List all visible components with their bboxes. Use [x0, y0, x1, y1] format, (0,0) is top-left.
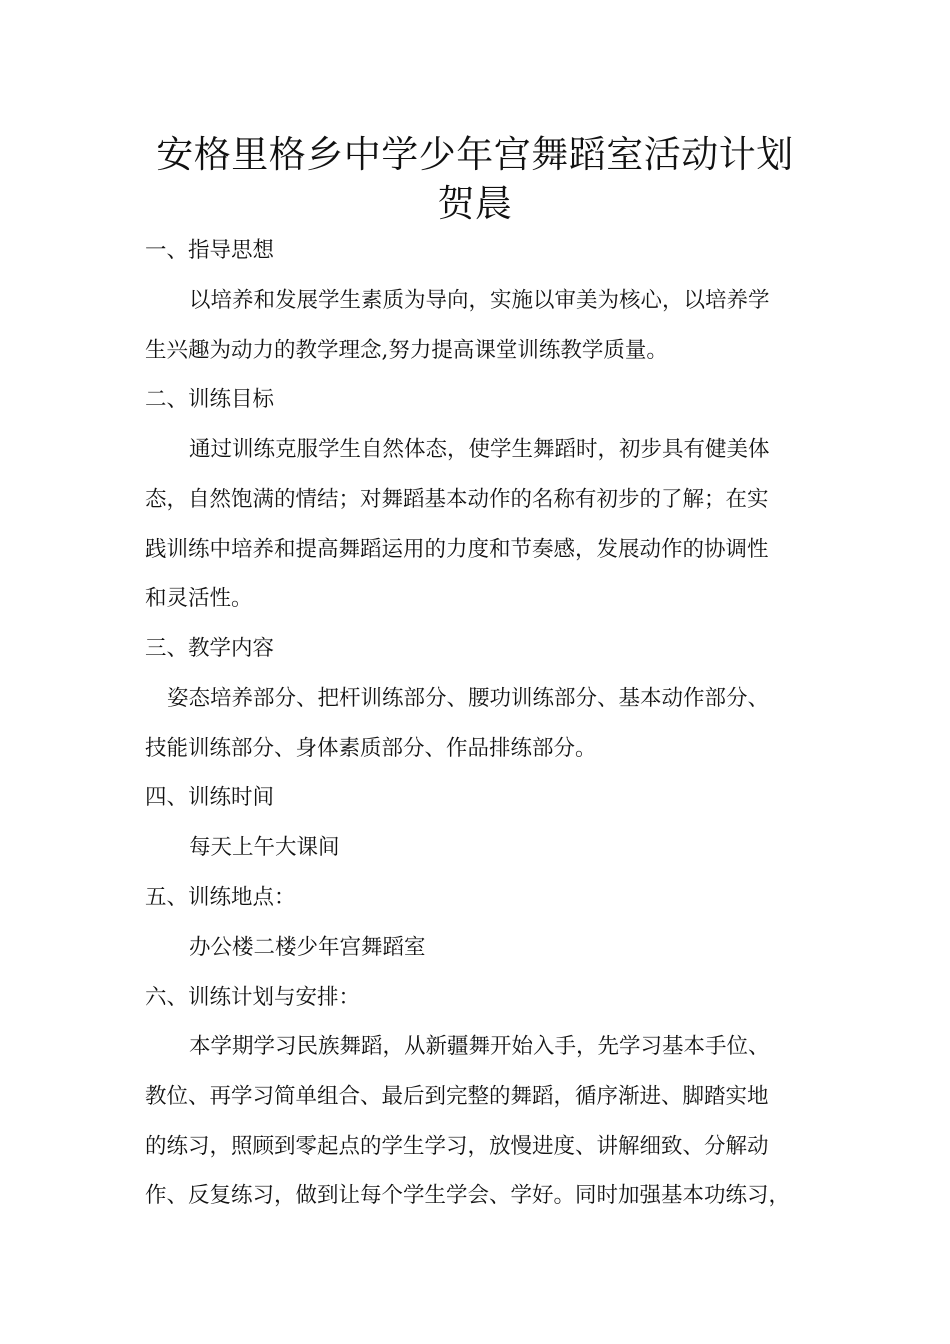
paragraph-line: 作、反复练习，做到让每个学生学会、学好。同时加强基本功练习， [145, 1183, 791, 1208]
paragraph-line: 姿态培养部分、把杆训练部分、腰功训练部分、基本动作部分、 [167, 686, 770, 711]
paragraph-line: 以培养和发展学生素质为导向，实施以审美为核心，以培养学 [189, 288, 770, 313]
section-heading-guiding-ideology: 一、指导思想 [145, 238, 275, 263]
paragraph-line: 技能训练部分、身体素质部分、作品排练部分。 [145, 736, 597, 761]
section-heading-training-time: 四、训练时间 [145, 785, 275, 810]
document-author: 贺晨 [437, 182, 513, 225]
paragraph-line: 本学期学习民族舞蹈，从新疆舞开始入手，先学习基本手位、 [189, 1034, 770, 1059]
paragraph-line: 每天上午大课间 [189, 835, 340, 860]
paragraph-line: 态，自然饱满的情结；对舞蹈基本动作的名称有初步的了解；在实 [145, 487, 769, 512]
section-heading-training-location: 五、训练地点： [145, 885, 296, 910]
section-heading-teaching-content: 三、教学内容 [145, 636, 275, 661]
section-heading-training-goals: 二、训练目标 [145, 387, 275, 412]
paragraph-line: 的练习，照顾到零起点的学生学习，放慢进度、讲解细致、分解动 [145, 1134, 769, 1159]
paragraph-line: 教位、再学习简单组合、最后到完整的舞蹈，循序渐进、脚踏实地 [145, 1084, 769, 1109]
document-title: 安格里格乡中学少年宫舞蹈室活动计划 [156, 133, 794, 176]
paragraph-line: 办公楼二楼少年宫舞蹈室 [189, 935, 426, 960]
section-heading-training-plan: 六、训练计划与安排： [145, 985, 361, 1010]
paragraph-line: 和灵活性。 [145, 586, 253, 611]
paragraph-line: 践训练中培养和提高舞蹈运用的力度和节奏感，发展动作的协调性 [145, 537, 769, 562]
paragraph-line: 通过训练克服学生自然体态，使学生舞蹈时，初步具有健美体 [189, 437, 770, 462]
paragraph-line: 生兴趣为动力的教学理念,努力提高课堂训练教学质量。 [145, 338, 668, 363]
